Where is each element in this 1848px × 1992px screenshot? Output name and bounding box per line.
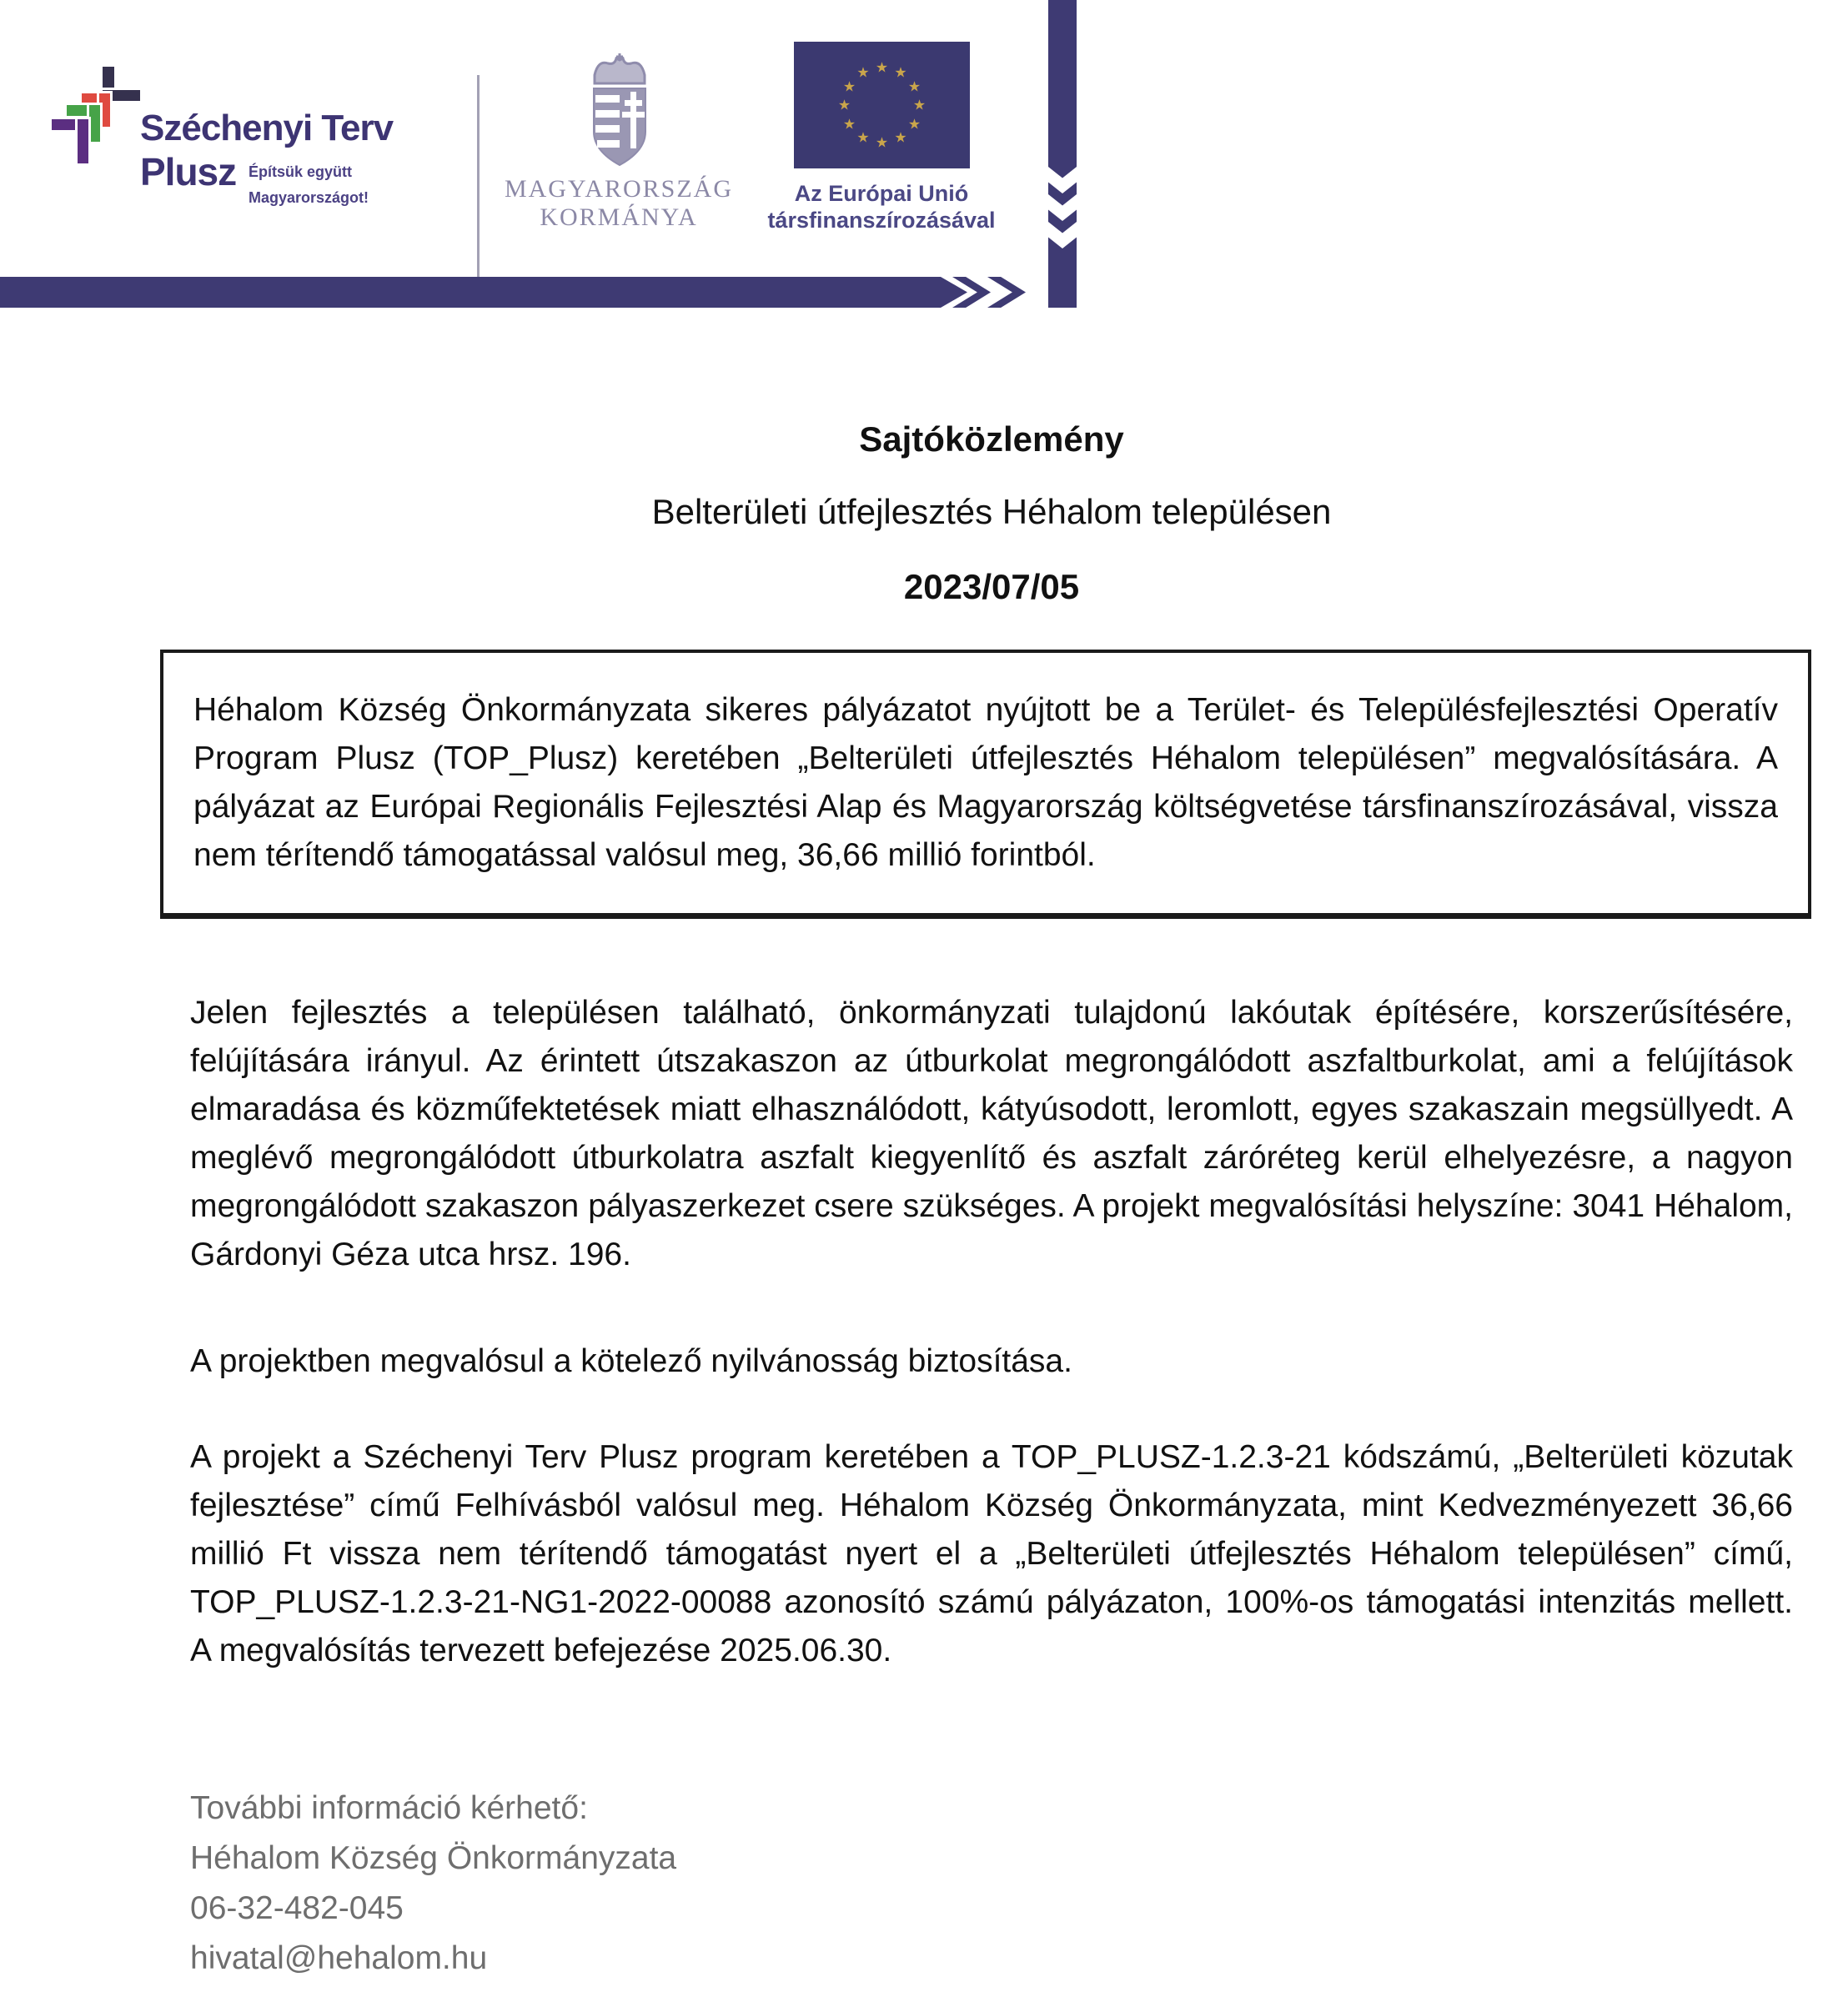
eu-star-icon: ★	[894, 129, 907, 146]
body-copy	[190, 989, 1793, 1675]
contact-footer	[190, 1784, 1793, 1984]
eu-caption-line2: társfinanszírozásával	[767, 208, 996, 233]
footer-line: További információ kérhető:	[190, 1790, 588, 1826]
logo-arm-purple-vertical	[78, 119, 88, 163]
header-divider	[477, 75, 480, 296]
body-paragraph: A projektben megvalósul a kötelező nyilvánosság biztosítása.	[190, 1343, 1072, 1379]
page-subtitle: Belterületi útfejlesztés Héhalom településen	[651, 492, 1332, 531]
eu-star-icon: ★	[842, 116, 856, 132]
lead-paragraph-box	[160, 650, 1811, 919]
footer-line: Héhalom Község Önkormányzata	[190, 1840, 677, 1876]
chevron-right-icon	[987, 277, 1026, 308]
page-title: Sajtóközlemény	[859, 419, 1124, 459]
lead-paragraph-text: Héhalom Község Önkormányzata sikeres pályázatot nyújtott be a Terület- és Településfejlesztési Operatív Program Plusz (TOP_Plusz) keretében „Belterületi útfejlesztés Héhalom településen” megvalósítására. A pályázat az Európai Regionális Fejlesztési Alap és Magyarország költségvetése társfinanszírozásával, vissza nem térítendő támogatással valósul meg, 36,66 millió forintból.	[193, 692, 1778, 873]
szechenyi-tagline-line2: Magyarországot!	[249, 189, 369, 206]
eu-star-icon: ★	[837, 97, 851, 113]
eu-star-icon: ★	[856, 129, 870, 146]
header-horizontal-bar	[0, 277, 967, 308]
kormanya-text-line1: MAGYARORSZÁG	[504, 175, 734, 203]
logo-arm-red-vertical	[99, 93, 110, 127]
eu-star-icon: ★	[907, 78, 921, 94]
footer-email: hivatal@hehalom.hu	[190, 1940, 488, 1976]
body-paragraph: A projekt a Széchenyi Terv Plusz program keretében a TOP_PLUSZ-1.2.3-21 kódszámú, „Belterületi közutak fejlesztése” című Felhívásból valósul meg. Héhalom Község Önkormányzata, mint Kedvezményezett 36,66 millió Ft vissza nem térítendő támogatást nyert el a „Belterületi útfejlesztés Héhalom településen” című, TOP_PLUSZ-1.2.3-21-NG1-2022-00088 azonosító számú pályázaton, 100%-os támogatási intenzitás mellett. A megvalósítás tervezett befejezése 2025.06.30.	[190, 1439, 1793, 1668]
eu-caption-line1: Az Európai Unió	[794, 181, 969, 206]
eu-star-icon: ★	[856, 64, 870, 81]
eu-star-icon: ★	[912, 97, 927, 113]
eu-star-icon: ★	[894, 64, 907, 81]
body-paragraph: Jelen fejlesztés a településen található, önkormányzati tulajdonú lakóutak építésére, korszerűsítésére, felújítására irányul. Az érintett útszakaszon az útburkolat megrongálódott aszfaltburkolat, ami a felújítások elmaradása és közműfektetések miatt elhasználódott, kátyúsodott, leromlott, egyes szakaszain megsüllyedt. A meglévő megrongálódott útburkolatra aszfalt kiegyenlítő és aszfalt záróréteg kerül elhelyezésre, a nagyon megrongálódott szakaszon pályaszerkezet csere szükséges. A projekt megvalósítási helyszíne: 3041 Héhalom, Gárdonyi Géza utca hrsz. 196.	[190, 995, 1793, 1272]
eu-flag-icon	[794, 42, 970, 168]
szechenyi-tagline-line1: Építsük együtt	[249, 163, 353, 180]
document-header	[0, 0, 1848, 317]
eu-star-icon: ★	[875, 134, 889, 151]
szechenyi-name-line2: Plusz	[140, 150, 237, 193]
footer-phone: 06-32-482-045	[190, 1890, 404, 1926]
logo-arm-green-vertical	[89, 105, 100, 142]
kormanya-text-line2: KORMÁNYA	[540, 203, 698, 231]
eu-star-icon: ★	[875, 59, 889, 76]
release-date: 2023/07/05	[903, 567, 1080, 606]
szechenyi-name-line1: Széchenyi Terv	[140, 108, 394, 148]
header-vertical-bar	[1048, 0, 1077, 308]
eu-star-icon: ★	[907, 116, 921, 132]
hungarian-coat-of-arms-icon	[588, 52, 651, 168]
eu-star-icon: ★	[842, 78, 856, 94]
